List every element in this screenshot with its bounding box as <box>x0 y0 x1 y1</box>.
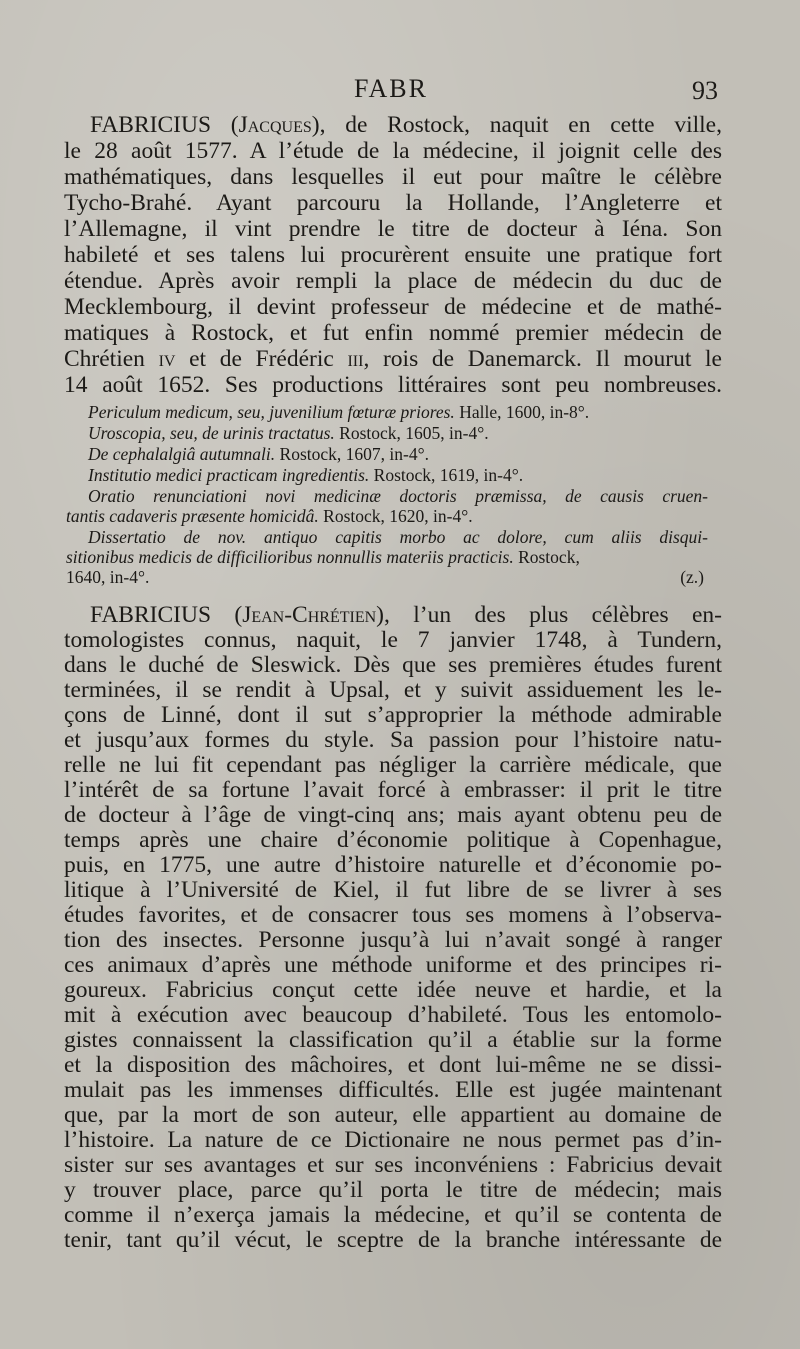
entry-line: dans le duché de Sleswick. Dès que ses premières études furent <box>64 652 722 678</box>
running-head <box>0 74 800 104</box>
entry-line: Chrétien iv et de Frédéric iii, rois de Danemarck. Il mourut le <box>64 346 722 372</box>
entry-line: tion des insectes. Personne jusqu’à lui n’avait songé à ranger <box>64 927 722 953</box>
author-mark: (z.) <box>680 567 704 587</box>
entry-line: l’intérêt de sa fortune l’avait forcé à embrasser: il prit le titre <box>64 777 722 803</box>
page-number: 93 <box>692 76 718 105</box>
entry-line: Mecklembourg, il devint professeur de médecine et de mathé- <box>64 294 722 320</box>
bibliography-item: Dissertatio de nov. antiquo capitis morbo ac dolore, cum aliis disqui- <box>88 527 708 547</box>
entry-line: étendue. Après avoir rempli la place de médecin du duc de <box>64 268 722 294</box>
running-head-title: FABR <box>354 74 428 103</box>
entry-line: FABRICIUS (Jacques), de Rostock, naquit en cette ville, <box>90 112 722 138</box>
entry-line: matiques à Rostock, et fut enfin nommé premier médecin de <box>64 320 722 346</box>
bibliography-item: tantis cadaveris præsente homicidâ. Rostock, 1620, in-4°. <box>66 506 473 526</box>
entry-line: tomologistes connus, naquit, le 7 janvier 1748, à Tundern, <box>64 627 722 653</box>
entry-line: l’histoire. La nature de ce Dictionaire ne nous permet pas d’in- <box>64 1127 722 1153</box>
forename: Jean-Chrétien <box>242 602 377 628</box>
entry-line: de docteur à l’âge de vingt-cinq ans; mais ayant obtenu peu de <box>64 802 722 828</box>
entry-line: ces animaux d’après une méthode uniforme et des principes ri- <box>64 952 722 978</box>
bibliography-item: Institutio medici practicam ingredientis. Rostock, 1619, in-4°. <box>88 465 524 485</box>
bibliography-item: Periculum medicum, seu, juvenilium fœturæ priores. Halle, 1600, in-8°. <box>88 402 590 422</box>
bibliography-item: sitionibus medicis de difficilioribus nonnullis materiis practicis. Rostock, <box>66 547 580 567</box>
entry-line: tenir, tant qu’il vécut, le sceptre de la branche intéressante de <box>64 1227 722 1253</box>
entry-line: temps après une chaire d’économie politique à Copenhague, <box>64 827 722 853</box>
entry-line: mit à exécution avec beaucoup d’habileté. Tous les entomolo- <box>64 1002 722 1028</box>
bibliography-item: 1640, in-4°. <box>66 567 150 587</box>
entry-line: mathématiques, dans lesquelles il eut pour maître le célèbre <box>64 164 722 190</box>
entry-line: relle ne lui fit cependant pas négliger la carrière médicale, que <box>64 752 722 778</box>
entry-line: sister sur ses avantages et sur ses inconvéniens : Fabricius devait <box>64 1152 722 1178</box>
entry-line: et jusqu’aux formes du style. Sa passion pour l’histoire natu- <box>64 727 722 753</box>
entry-line: études favorites, et de consacrer tous ses momens à l’observa- <box>64 902 722 928</box>
entry-line: y trouver place, parce qu’il porta le titre de médecin; mais <box>64 1177 722 1203</box>
entry-line: litique à l’Université de Kiel, il fut libre de se livrer à ses <box>64 877 722 903</box>
bibliography-item: De cephalalgiâ autumnali. Rostock, 1607, in-4°. <box>88 444 429 464</box>
entry-line: 14 août 1652. Ses productions littéraires sont peu nombreuses. <box>64 372 722 398</box>
entry-line: habileté et ses talens lui procurèrent ensuite une pratique fort <box>64 242 722 268</box>
entry-line: et la disposition des mâchoires, et dont lui-même ne se dissi- <box>64 1052 722 1078</box>
bibliography-item: Oratio renunciationi novi medicinæ doctoris præmissa, de causis cruen- <box>88 486 708 506</box>
entry-line: Tycho-Brahé. Ayant parcouru la Hollande, l’Angleterre et <box>64 190 722 216</box>
entry-line: terminées, il se rendit à Upsal, et y suivit assiduement les le- <box>64 677 722 703</box>
entry-line: que, par la mort de son auteur, elle appartient au domaine de <box>64 1102 722 1128</box>
entry-line: le 28 août 1577. A l’étude de la médecine, il joignit celle des <box>64 138 722 164</box>
entry-line: gistes connaissent la classification qu’il a établie sur la forme <box>64 1027 722 1053</box>
entry-line: FABRICIUS (Jean-Chrétien), l’un des plus célèbres en- <box>90 602 722 628</box>
bibliography-item: Uroscopia, seu, de urinis tractatus. Rostock, 1605, in-4°. <box>88 423 489 443</box>
entry-line: puis, en 1775, une autre d’histoire naturelle et d’économie po- <box>64 852 722 878</box>
entry-line: comme il n’exerça jamais la médecine, et qu’il se contenta de <box>64 1202 722 1228</box>
entry-line: goureux. Fabricius conçut cette idée neuve et hardie, et la <box>64 977 722 1003</box>
forename: Jacques <box>238 112 312 138</box>
entry-line: çons de Linné, dont il sut s’approprier la méthode admirable <box>64 702 722 728</box>
entry-line: l’Allemagne, il vint prendre le titre de docteur à Iéna. Son <box>64 216 722 242</box>
entry-line: mulait pas les immenses difficultés. Elle est jugée maintenant <box>64 1077 722 1103</box>
